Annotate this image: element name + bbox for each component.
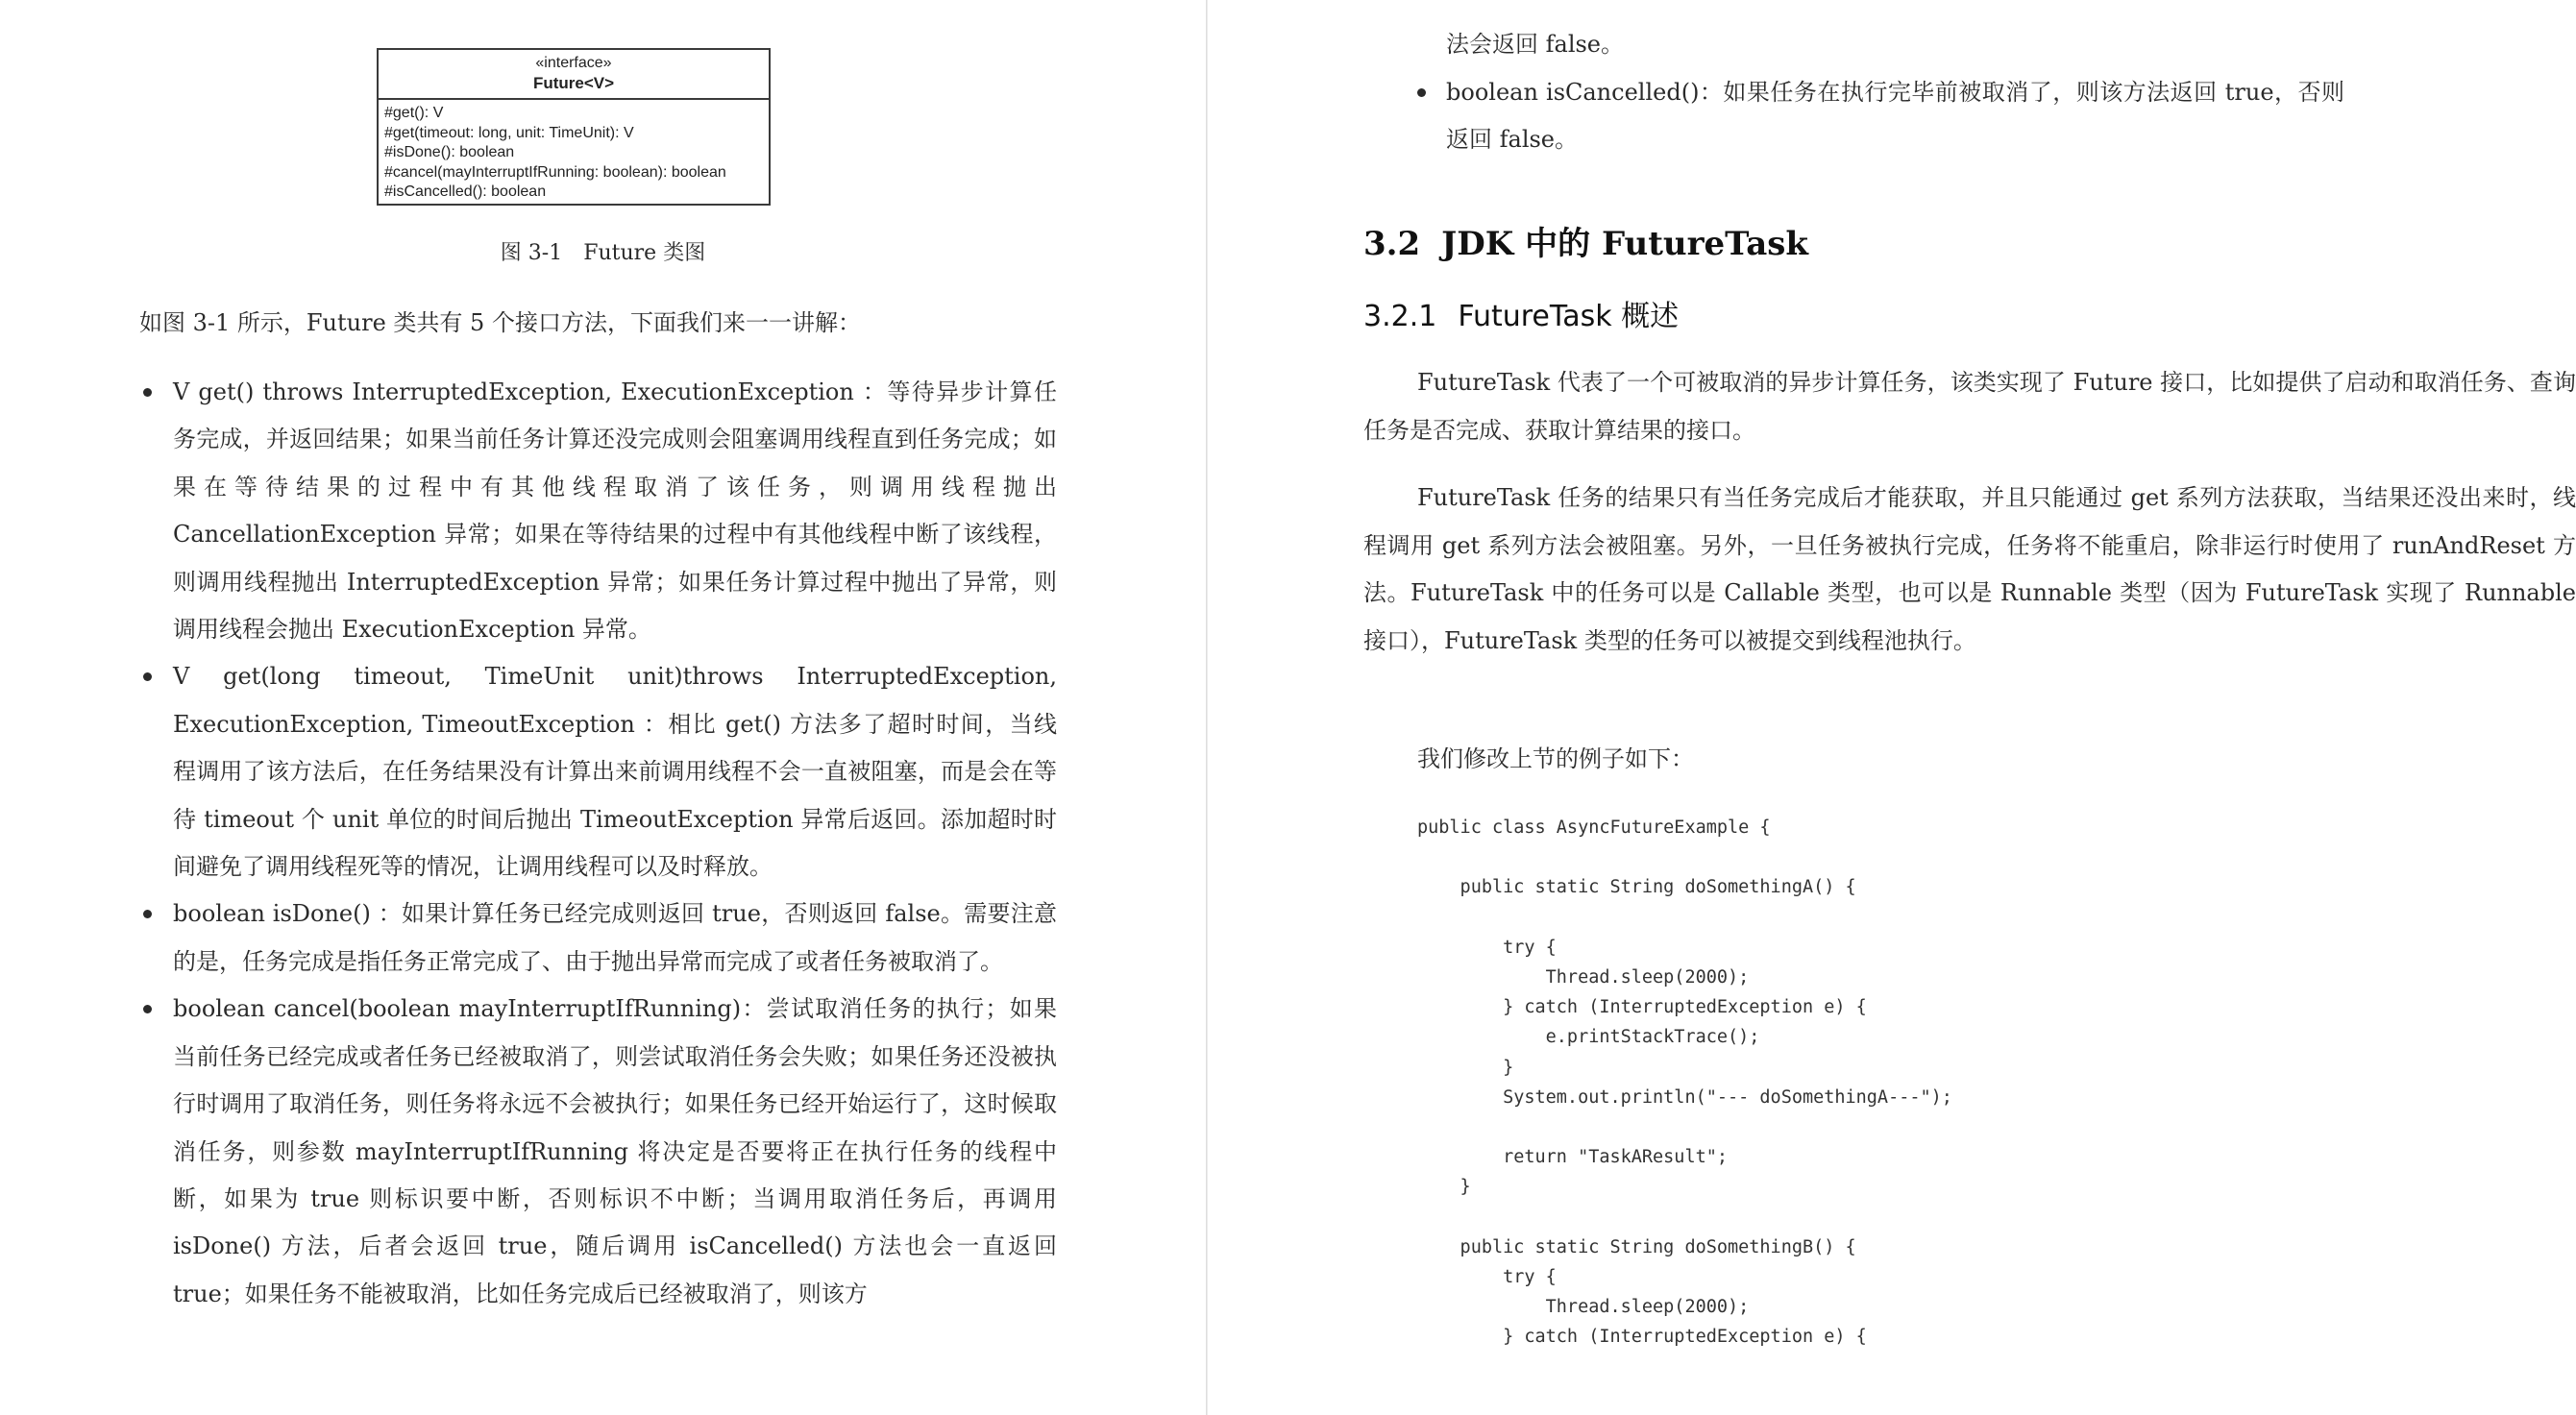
- section-title: JDK 中的 FutureTask: [1441, 225, 1808, 263]
- uml-stereotype: «interface»: [535, 55, 612, 71]
- future-class-diagram: [377, 48, 771, 206]
- subsection-number: 3.2.1: [1363, 300, 1437, 333]
- section-heading: [1363, 217, 1808, 264]
- continued-text: 法会返回 false。: [1446, 31, 1625, 58]
- code-block: public class AsyncFutureExample { public static String doSomethingA() { try { Thread.sleep(2000); } catch (InterruptedException e) { e.printStackTrace(); } System.out.println("--- doSomethingA---"); return "TaskAResult"; } public static String doSomethingB() { try { Thread.sleep(2000); } catch (InterruptedException e) {: [1417, 817, 1952, 1348]
- uml-operation: #get(): V: [384, 105, 444, 121]
- left-page: [0, 0, 1206, 1415]
- paragraph: FutureTask 代表了一个可被取消的异步计算任务，该类实现了 Future 接口，比如提供了启动和取消任务、查询任务是否完成、获取计算结果的接口。: [1363, 369, 2576, 444]
- method-list-continued: [1446, 69, 2344, 163]
- uml-operation: #isDone(): boolean: [384, 144, 515, 160]
- list-item-iscancelled: boolean isCancelled()：如果任务在执行完毕前被取消了，则该方法返回 true，否则返回 false。: [1446, 69, 2344, 163]
- paragraph: FutureTask 任务的结果只有当任务完成后才能获取，并且只能通过 get 系列方法获取，当结果还没出来时，线程调用 get 系列方法会被阻塞。另外，一旦任务被执行完成，任务将不能重启，除非运行时使用了 runAndReset 方法。FutureTask 中的任务可以是 Callable 类型，也可以是 Runnable 类型（因为 FutureTask 实现了 Runnable 接口），FutureTask 类型的任务可以被提交到线程池执行。: [1363, 484, 2576, 654]
- uml-class-name: Future<V>: [532, 74, 615, 92]
- list-item-get-timeout: V get(long timeout, TimeUnit unit)throws InterruptedException, ExecutionException, TimeoutException ：相比 get() 方法多了超时时间，当线程调用了该方法后，在任务结果没有计算出来前调用线程不会一直被阻塞，而是会在等待 timeout 个 unit 单位的时间后抛出 TimeoutException 异常后返回。添加超时时间避免了调用线程死等的情况，让调用线程可以及时释放。: [173, 653, 1057, 890]
- list-item-get: V get() throws InterruptedException, ExecutionException ：等待异步计算任务完成，并返回结果；如果当前任务计算还没完成则会阻塞调用线程直到任务完成；如果在等待结果的过程中有其他线程取消了该任务，则调用线程抛出 CancellationException 异常；如果在等待结果的过程中有其他线程中断了该线程，则调用线程抛出 InterruptedException 异常；如果任务计算过程中抛出了异常，则调用线程会抛出 ExecutionException 异常。: [173, 369, 1057, 653]
- intro-paragraph: 如图 3-1 所示，Future 类共有 5 个接口方法，下面我们来一一讲解：: [139, 309, 861, 336]
- uml-operation: #isCancelled(): boolean: [384, 183, 547, 200]
- figure-caption: 图 3-1 Future 类图: [500, 241, 706, 265]
- uml-operation: #get(timeout: long, unit: TimeUnit): V: [384, 124, 634, 141]
- subsection-title: FutureTask 概述: [1458, 300, 1680, 333]
- subsection-heading: [1363, 292, 1679, 334]
- uml-header: [379, 50, 769, 100]
- list-item-isdone: boolean isDone() ：如果计算任务已经完成则返回 true，否则返回 false。需要注意的是，任务完成是指任务正常完成了、由于抛出异常而完成了或者任务被取消了。: [173, 890, 1057, 986]
- list-item-cancel: boolean cancel(boolean mayInterruptIfRunning)：尝试取消任务的执行；如果当前任务已经完成或者任务已经被取消了，则尝试取消任务会失败；如果任务还没被执行时调用了取消任务，则任务将永远不会被执行；如果任务已经开始运行了，这时候取消任务，则参数 mayInterruptIfRunning 将决定是否要将正在执行任务的线程中断，如果为 true 则标识要中断，否则标识不中断；当调用取消任务后，再调用 isDone() 方法，后者会返回 true，随后调用 isCancelled() 方法也会一直返回 true；如果任务不能被取消，比如任务完成后已经被取消了，则该方: [173, 986, 1057, 1318]
- uml-operation: #cancel(mayInterruptIfRunning: boolean): boolean: [384, 163, 726, 181]
- right-page: [1208, 0, 2576, 1415]
- code-intro: 我们修改上节的例子如下：: [1417, 745, 1694, 772]
- uml-operations: [379, 100, 769, 207]
- method-list: [173, 369, 1057, 1318]
- section-number: 3.2: [1363, 225, 1421, 263]
